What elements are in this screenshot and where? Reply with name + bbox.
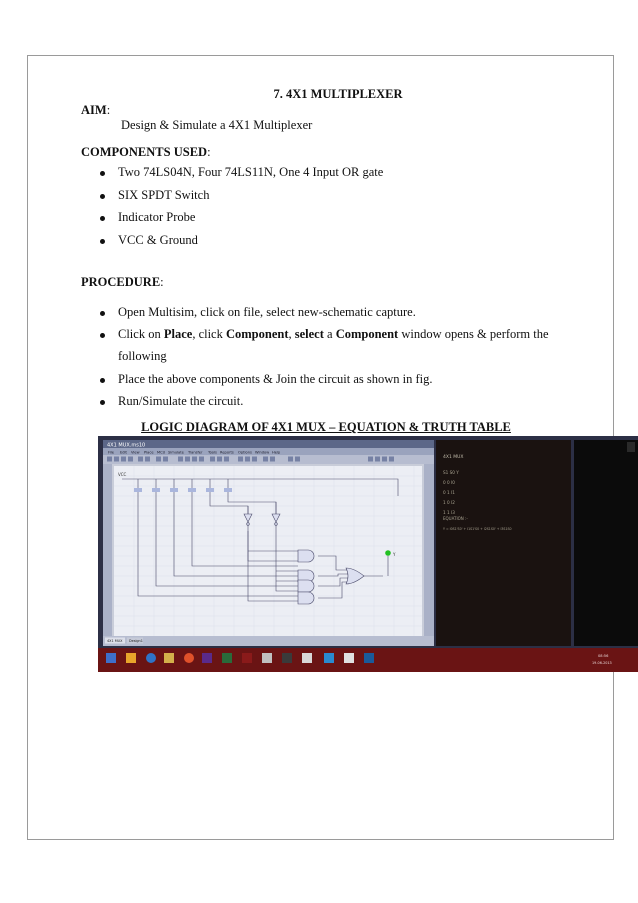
- components-label: COMPONENTS USED:: [81, 145, 211, 159]
- diagram-title: LOGIC DIAGRAM OF 4X1 MUX – EQUATION & TRUTH TABLE: [141, 420, 511, 434]
- svg-text:Transfer: Transfer: [188, 450, 203, 455]
- aim-text: Design & Simulate a 4X1 Multiplexer: [121, 118, 313, 132]
- svg-text:1 0 I2: 1 0 I2: [443, 500, 455, 505]
- svg-text:Edit: Edit: [120, 450, 127, 455]
- svg-text:EQUATION :-: EQUATION :-: [443, 516, 468, 521]
- svg-text:Window: Window: [255, 450, 270, 455]
- instruments-toolbar[interactable]: [424, 464, 434, 636]
- svg-text:4X1 MUX: 4X1 MUX: [107, 639, 123, 643]
- indicator-probe: [385, 550, 391, 556]
- svg-text:4X1 MUX: 4X1 MUX: [443, 455, 464, 460]
- svg-text:VCC: VCC: [118, 472, 127, 477]
- svg-text:S1 S0 Y: S1 S0 Y: [443, 470, 459, 475]
- svg-text:Tools: Tools: [208, 450, 217, 455]
- bottom-tab-bar: [103, 636, 434, 646]
- list-item-continuation: following: [118, 349, 167, 363]
- svg-text:1 1 I3: 1 1 I3: [443, 510, 455, 515]
- svg-text:Place: Place: [144, 450, 154, 455]
- svg-text:File: File: [108, 450, 115, 455]
- svg-text:Options: Options: [238, 450, 252, 455]
- multisim-window: [103, 440, 434, 646]
- multisim-screenshot: [98, 436, 638, 672]
- aim-label: AIM:: [81, 103, 111, 117]
- probe-label: Y: [393, 552, 396, 557]
- svg-text:Y = I0S1'S0' + I1S1'S0 + I2S1S: Y = I0S1'S0' + I1S1'S0 + I2S1S0' + I3S1S0: [443, 527, 512, 531]
- close-icon[interactable]: [627, 442, 635, 452]
- svg-text:Simulate: Simulate: [168, 450, 184, 455]
- svg-text:Reports: Reports: [220, 450, 234, 455]
- svg-text:MCU: MCU: [157, 450, 166, 455]
- window-title: 4X1 MUX.ms10: [107, 442, 146, 449]
- equation-panel: [436, 440, 571, 646]
- svg-text:Help: Help: [272, 450, 281, 455]
- component-toolbar[interactable]: [103, 464, 112, 636]
- procedure-label: PROCEDURE:: [81, 275, 164, 289]
- page-title: 7. 4X1 MULTIPLEXER: [273, 87, 403, 101]
- svg-text:0 1 I1: 0 1 I1: [443, 490, 455, 495]
- svg-text:0 0 I0: 0 0 I0: [443, 480, 455, 485]
- menu-items[interactable]: [108, 451, 281, 455]
- taskbar-time: 08:56: [598, 654, 609, 658]
- svg-text:Design1: Design1: [129, 639, 143, 643]
- taskbar-date: 19-06-2013: [592, 661, 612, 665]
- svg-text:View: View: [131, 450, 140, 455]
